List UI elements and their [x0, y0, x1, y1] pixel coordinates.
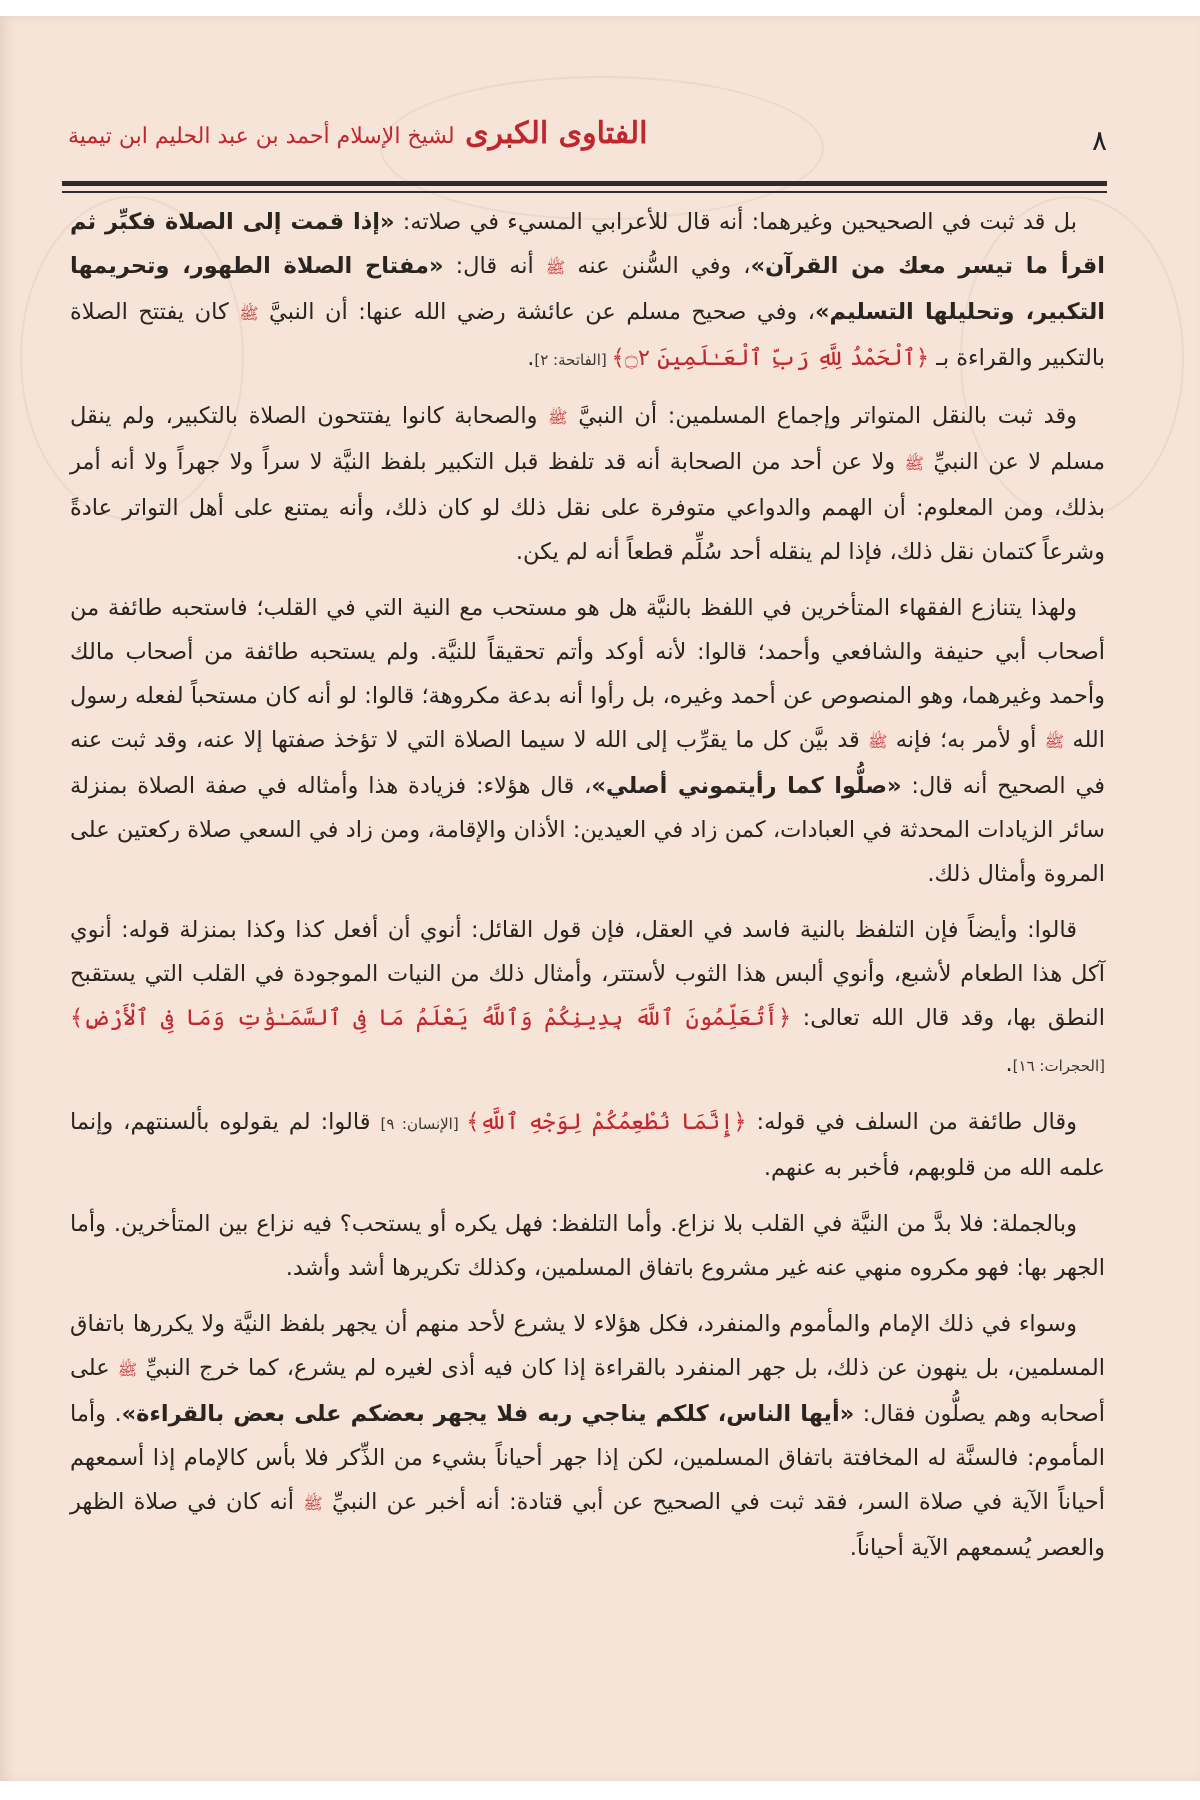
- text-segment: والصحابة كانوا يفتتحون الصلاة بالتكبير، ولم ينقل مسلم لا عن النبيِّ: [70, 403, 1105, 475]
- text-segment: ولا عن أحد من الصحابة أنه قد تلفظ قبل التكبير بلفظ النيَّة لا سراً ولا جهراً ولا أنه أمر بذلك، ومن المعلوم: أن الهمم والدواعي متوفرة على نقل ذلك لو كان ذلك، وأنه يمتنع على أهل التواتر عادةً وشرعاً كتمان نقل ذلك، فإذا لم ينقله أحد سُلِّم قطعاً أنه لم يكن.: [70, 449, 1105, 565]
- text-segment: وسواء في ذلك الإمام والمأموم والمنفرد، فكل هؤلاء لا يشرع لأحد منهم أن يجهر بلفظ النيَّة ولا يكررها باتفاق المسلمين، بل ينهون عن ذلك، بل جهر المنفرد بالقراءة إذا كان فيه أذى لغيره لم يشرع، كما خرج النبيِّ: [70, 1311, 1105, 1381]
- text-segment: ، وفي صحيح مسلم عن عائشة رضي الله عنها: أن النبيَّ: [258, 299, 815, 325]
- paragraph: [70, 394, 1105, 574]
- salawat-honorific-icon: ﷺ: [303, 1494, 323, 1513]
- text-segment: قالوا: لم يقولوه بألسنتهم، وإنما علمه الله من قلوبهم، فأخبر به عنهم.: [70, 1109, 1105, 1181]
- paragraph: [70, 586, 1105, 896]
- text-segment: ، قال هؤلاء: فزيادة هذا وأمثاله في صفة الصلاة بمنزلة سائر الزيادات المحدثة في العبادات، كمن زاد في العيدين: الأذان والإقامة، ومن زاد في السعي صلاة ركعتين على المروة وأمثال ذلك.: [70, 773, 1105, 887]
- paragraph: [70, 1202, 1105, 1290]
- salawat-honorific-icon: ﷺ: [545, 258, 566, 277]
- page-header: [62, 116, 1107, 176]
- verse-reference: [الحجرات: ١٦]: [1012, 1057, 1105, 1075]
- text-segment: قد بيَّن كل ما يقرِّب إلى الله لا سيما الصلاة التي لا تؤخذ صفتها إلا عنه، وقد ثبت عنه في الصحيح أنه قال:: [70, 727, 1105, 799]
- quran-verse: ﴿أَتُعَلِّمُونَ ٱللَّهَ بِدِينِكُمْ وَٱللَّهُ يَعْلَمُ مَا فِى ٱلسَّمَـٰوَٰتِ وَمَا فِى ٱلْأَرْضِ﴾: [70, 1005, 792, 1031]
- running-title: [62, 116, 647, 151]
- author-line: لشيخ الإسلام أحمد بن عبد الحليم ابن تيمية: [68, 124, 455, 149]
- text-segment: . وأما المأموم: فالسنَّة له المخافتة باتفاق المسلمين، لكن إذا جهر أحياناً بشيء من الذِّكر فلا بأس كالإمام إذا أسمعهم أحياناً الآية في صلاة السر، فقد ثبت في الصحيح عن أبي قتادة: أنه أخبر عن النبيِّ: [70, 1401, 1105, 1515]
- text-segment: على أصحابه وهم يصلُّون فقال:: [70, 1355, 1105, 1427]
- verse-reference: [الفاتحة: ٢]: [534, 351, 612, 369]
- quran-verse: ﴿إِنَّمَا نُطْعِمُكُمْ لِوَجْهِ ٱللَّهِ﴾: [466, 1109, 747, 1135]
- body-text: [70, 200, 1105, 1582]
- paragraph: [70, 200, 1105, 382]
- paragraph: [70, 1302, 1105, 1570]
- salawat-honorific-icon: ﷺ: [548, 408, 568, 427]
- text-segment: بل قد ثبت في الصحيحين وغيرهما: أنه قال للأعرابي المسيء في صلاته:: [394, 209, 1077, 235]
- text-segment: أنه قال:: [443, 253, 546, 279]
- text-segment: وقد ثبت بالنقل المتواتر وإجماع المسلمين: أن النبيَّ: [567, 403, 1077, 429]
- salawat-honorific-icon: ﷺ: [239, 304, 259, 323]
- text-segment: وقال طائفة من السلف في قوله:: [746, 1109, 1077, 1135]
- header-rule-thick: [62, 181, 1107, 186]
- text-segment: ، وفي السُّنن عنه: [565, 253, 751, 279]
- text-segment: .: [1005, 1051, 1013, 1077]
- verse-reference: [الإنسان: ٩]: [380, 1115, 467, 1133]
- text-segment: أنه كان في صلاة الظهر والعصر يُسمعهم الآية أحياناً.: [70, 1489, 1105, 1561]
- hadith-quote: «أيها الناس، كلكم يناجي ربه فلا يجهر بعضكم على بعض بالقراءة»: [121, 1401, 855, 1427]
- hadith-quote: «صلُّوا كما رأيتموني أصلي»: [591, 773, 902, 799]
- hadith-quote: «إذا قمت إلى الصلاة فكبِّر ثم اقرأ ما تيسر معك من القرآن»: [70, 209, 1105, 279]
- text-segment: قالوا: وأيضاً فإن التلفظ بالنية فاسد في العقل، فإن قول القائل: أنوي أن أفعل كذا وكذا بمنزلة قوله: أنوي آكل هذا الطعام لأشبع، وأنوي ألبس هذا الثوب لأستتر، وأمثال ذلك من النيات الموجودة في القلب التي يستقبح النطق بها، وقد قال الله تعالى:: [70, 917, 1105, 1031]
- hadith-quote: «مفتاح الصلاة الطهور، وتحريمها التكبير، وتحليلها التسليم»: [70, 253, 1105, 325]
- salawat-honorific-icon: ﷺ: [904, 454, 924, 473]
- paragraph: [70, 1100, 1105, 1190]
- paragraph: [70, 908, 1105, 1088]
- text-segment: ولهذا يتنازع الفقهاء المتأخرين في اللفظ بالنيَّة هل هو مستحب مع النية التي في القلب؛ فاستحبه طائفة من أصحاب أبي حنيفة والشافعي وأحمد؛ قالوا: لأنه أوكد وأتم تحقيقاً للنيَّة. ولم يستحبه طائفة من أصحاب مالك وأحمد وغيرهما، وهو المنصوص عن أحمد وغيره، بل رأوا أنه بدعة مكروهة؛ قالوا: لو أنه كان مستحباً لفعله رسول الله: [70, 595, 1105, 753]
- text-segment: أو لأمر به؛ فإنه: [887, 727, 1045, 753]
- page-number: ٨: [1091, 124, 1107, 157]
- salawat-honorific-icon: ﷺ: [868, 732, 888, 751]
- text-segment: كان يفتتح الصلاة بالتكبير والقراءة بـ: [70, 299, 1105, 371]
- salawat-honorific-icon: ﷺ: [1044, 732, 1065, 751]
- salawat-honorific-icon: ﷺ: [117, 1360, 138, 1379]
- quran-verse: ﴿ٱلْحَمْدُ لِلَّهِ رَبِّ ٱلْعَـٰلَمِينَ ۝٢﴾: [611, 345, 930, 371]
- text-segment: وبالجملة: فلا بدَّ من النيَّة في القلب بلا نزاع. وأما التلفظ: فهل يكره أو يستحب؟ فيه نزاع بين المتأخرين. وأما الجهر بها: فهو مكروه منهي عنه غير مشروع باتفاق المسلمين، وكذلك تكريرها أشد وأشد.: [70, 1211, 1105, 1281]
- book-title: الفتاوى الكبرى: [465, 116, 648, 151]
- text-segment: .: [527, 345, 535, 371]
- header-rule-thin: [62, 191, 1107, 193]
